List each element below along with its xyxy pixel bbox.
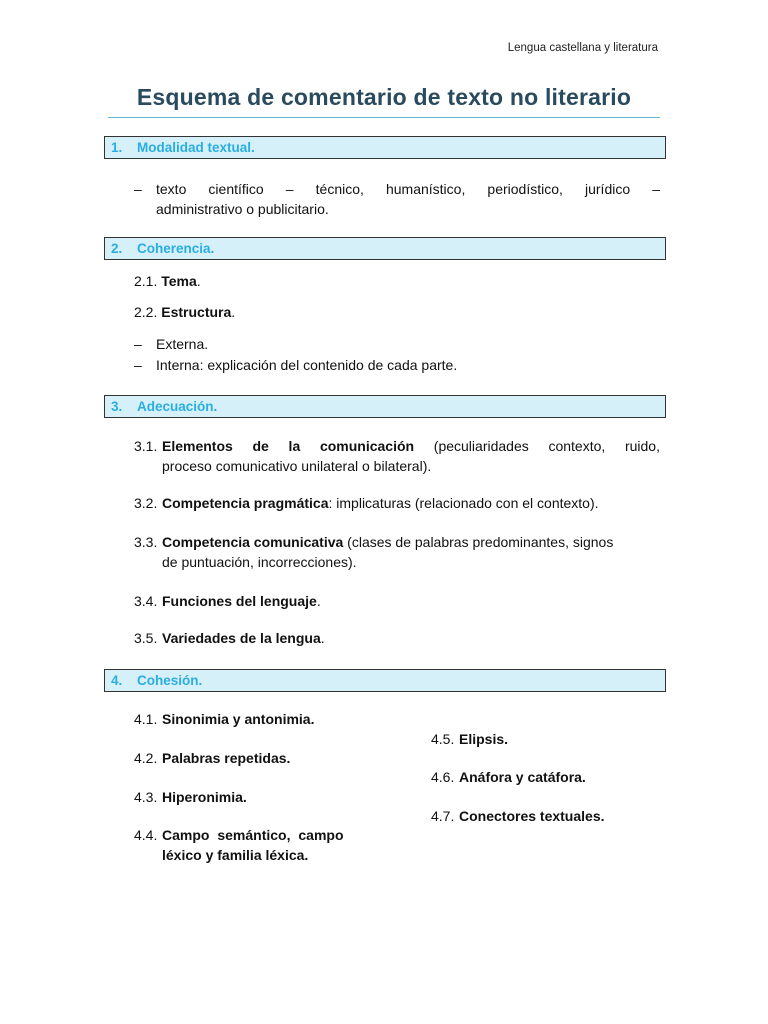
cohesion-item-4-4 bbox=[134, 825, 374, 865]
cohesion-item-4-2 bbox=[134, 748, 374, 768]
modalidad-text-line1: texto científico – técnico, humanístico, periodístico, jurídico – bbox=[156, 181, 660, 197]
item-bold: Anáfora y catáfora. bbox=[459, 769, 586, 785]
cohesion-item-4-6 bbox=[431, 767, 671, 787]
item-bold: Conectores textuales. bbox=[459, 808, 605, 824]
section-label: Adecuación. bbox=[137, 399, 218, 414]
cohesion-item-4-1 bbox=[134, 709, 374, 729]
item-number: 2.2. bbox=[134, 304, 158, 320]
section-heading-adecuacion bbox=[104, 395, 666, 418]
item-rest: : implicaturas (relacionado con el contexto). bbox=[328, 495, 599, 511]
section-number: 4. bbox=[111, 673, 123, 688]
cohesion-item-4-5 bbox=[431, 729, 671, 749]
page-title: Esquema de comentario de texto no literario bbox=[136, 84, 632, 110]
adecuacion-item-3-3 bbox=[134, 532, 660, 572]
item-end: . bbox=[231, 304, 236, 320]
item-bold: Campo semántico, campo bbox=[162, 827, 344, 843]
section-heading-modalidad bbox=[104, 136, 666, 159]
dash-bullet: – bbox=[134, 357, 142, 373]
header-subject: Lengua castellana y literatura bbox=[507, 42, 658, 54]
cohesion-item-4-7 bbox=[431, 806, 671, 826]
item-number: 4.7. bbox=[431, 808, 455, 824]
item-bold: Palabras repetidas. bbox=[162, 750, 291, 766]
item-rest: (peculiaridades contexto, ruido, bbox=[414, 438, 660, 454]
item-number: 4.5. bbox=[431, 731, 455, 747]
section-number: 3. bbox=[111, 399, 123, 414]
cohesion-item-4-3 bbox=[134, 787, 374, 807]
item-end: . bbox=[316, 593, 321, 609]
item-bold: Competencia comunicativa bbox=[162, 534, 344, 550]
item-rest: (clases de palabras predominantes, signos bbox=[343, 534, 614, 550]
section-label: Modalidad textual. bbox=[137, 140, 255, 155]
item-bold-line2: léxico y familia léxica. bbox=[162, 847, 309, 863]
item-bold: Elementos de la comunicación bbox=[162, 438, 415, 454]
section-heading-coherencia bbox=[104, 237, 666, 260]
item-bold: Funciones del lenguaje bbox=[162, 593, 317, 609]
item-end: . bbox=[320, 630, 325, 646]
adecuacion-item-3-2 bbox=[134, 493, 660, 513]
bullet-text: Interna: explicación del contenido de cada parte. bbox=[156, 357, 458, 373]
item-bold: Sinonimia y antonimia. bbox=[162, 711, 315, 727]
item-number: 4.6. bbox=[431, 769, 455, 785]
item-bold: Estructura bbox=[161, 304, 232, 320]
item-number: 4.2. bbox=[134, 750, 158, 766]
item-end: . bbox=[196, 273, 201, 289]
item-bold: Hiperonimia. bbox=[162, 789, 247, 805]
estructura-bullet-externa bbox=[134, 334, 208, 354]
adecuacion-item-3-5 bbox=[134, 628, 660, 648]
item-line2: de puntuación, incorrecciones). bbox=[162, 554, 357, 570]
dash-bullet: – bbox=[134, 336, 142, 352]
item-bold: Variedades de la lengua bbox=[162, 630, 321, 646]
item-number: 4.4. bbox=[134, 827, 158, 843]
item-bold: Tema bbox=[161, 273, 197, 289]
item-line2: proceso comunicativo unilateral o bilateral). bbox=[162, 458, 432, 474]
section-label: Cohesión. bbox=[137, 673, 203, 688]
estructura-bullet-interna bbox=[134, 355, 457, 375]
title-divider bbox=[108, 117, 660, 118]
modalidad-list-item bbox=[134, 179, 660, 219]
coherencia-item-estructura bbox=[134, 302, 235, 322]
section-number: 2. bbox=[111, 241, 123, 256]
modalidad-text-line2: administrativo o publicitario. bbox=[156, 201, 329, 217]
section-label: Coherencia. bbox=[137, 241, 215, 256]
item-number: 3.3. bbox=[134, 534, 158, 550]
item-number: 3.4. bbox=[134, 593, 158, 609]
section-heading-cohesion bbox=[104, 669, 666, 692]
adecuacion-item-3-1 bbox=[134, 436, 660, 476]
item-number: 4.3. bbox=[134, 789, 158, 805]
item-bold: Elipsis. bbox=[459, 731, 509, 747]
item-number: 4.1. bbox=[134, 711, 158, 727]
item-number: 2.1. bbox=[134, 273, 158, 289]
bullet-text: Externa. bbox=[156, 336, 209, 352]
section-number: 1. bbox=[111, 140, 123, 155]
coherencia-item-tema bbox=[134, 271, 201, 291]
item-number: 3.5. bbox=[134, 630, 158, 646]
item-number: 3.1. bbox=[134, 438, 158, 454]
dash-bullet: – bbox=[134, 181, 142, 197]
adecuacion-item-3-4 bbox=[134, 591, 660, 611]
item-bold: Competencia pragmática bbox=[162, 495, 329, 511]
item-number: 3.2. bbox=[134, 495, 158, 511]
